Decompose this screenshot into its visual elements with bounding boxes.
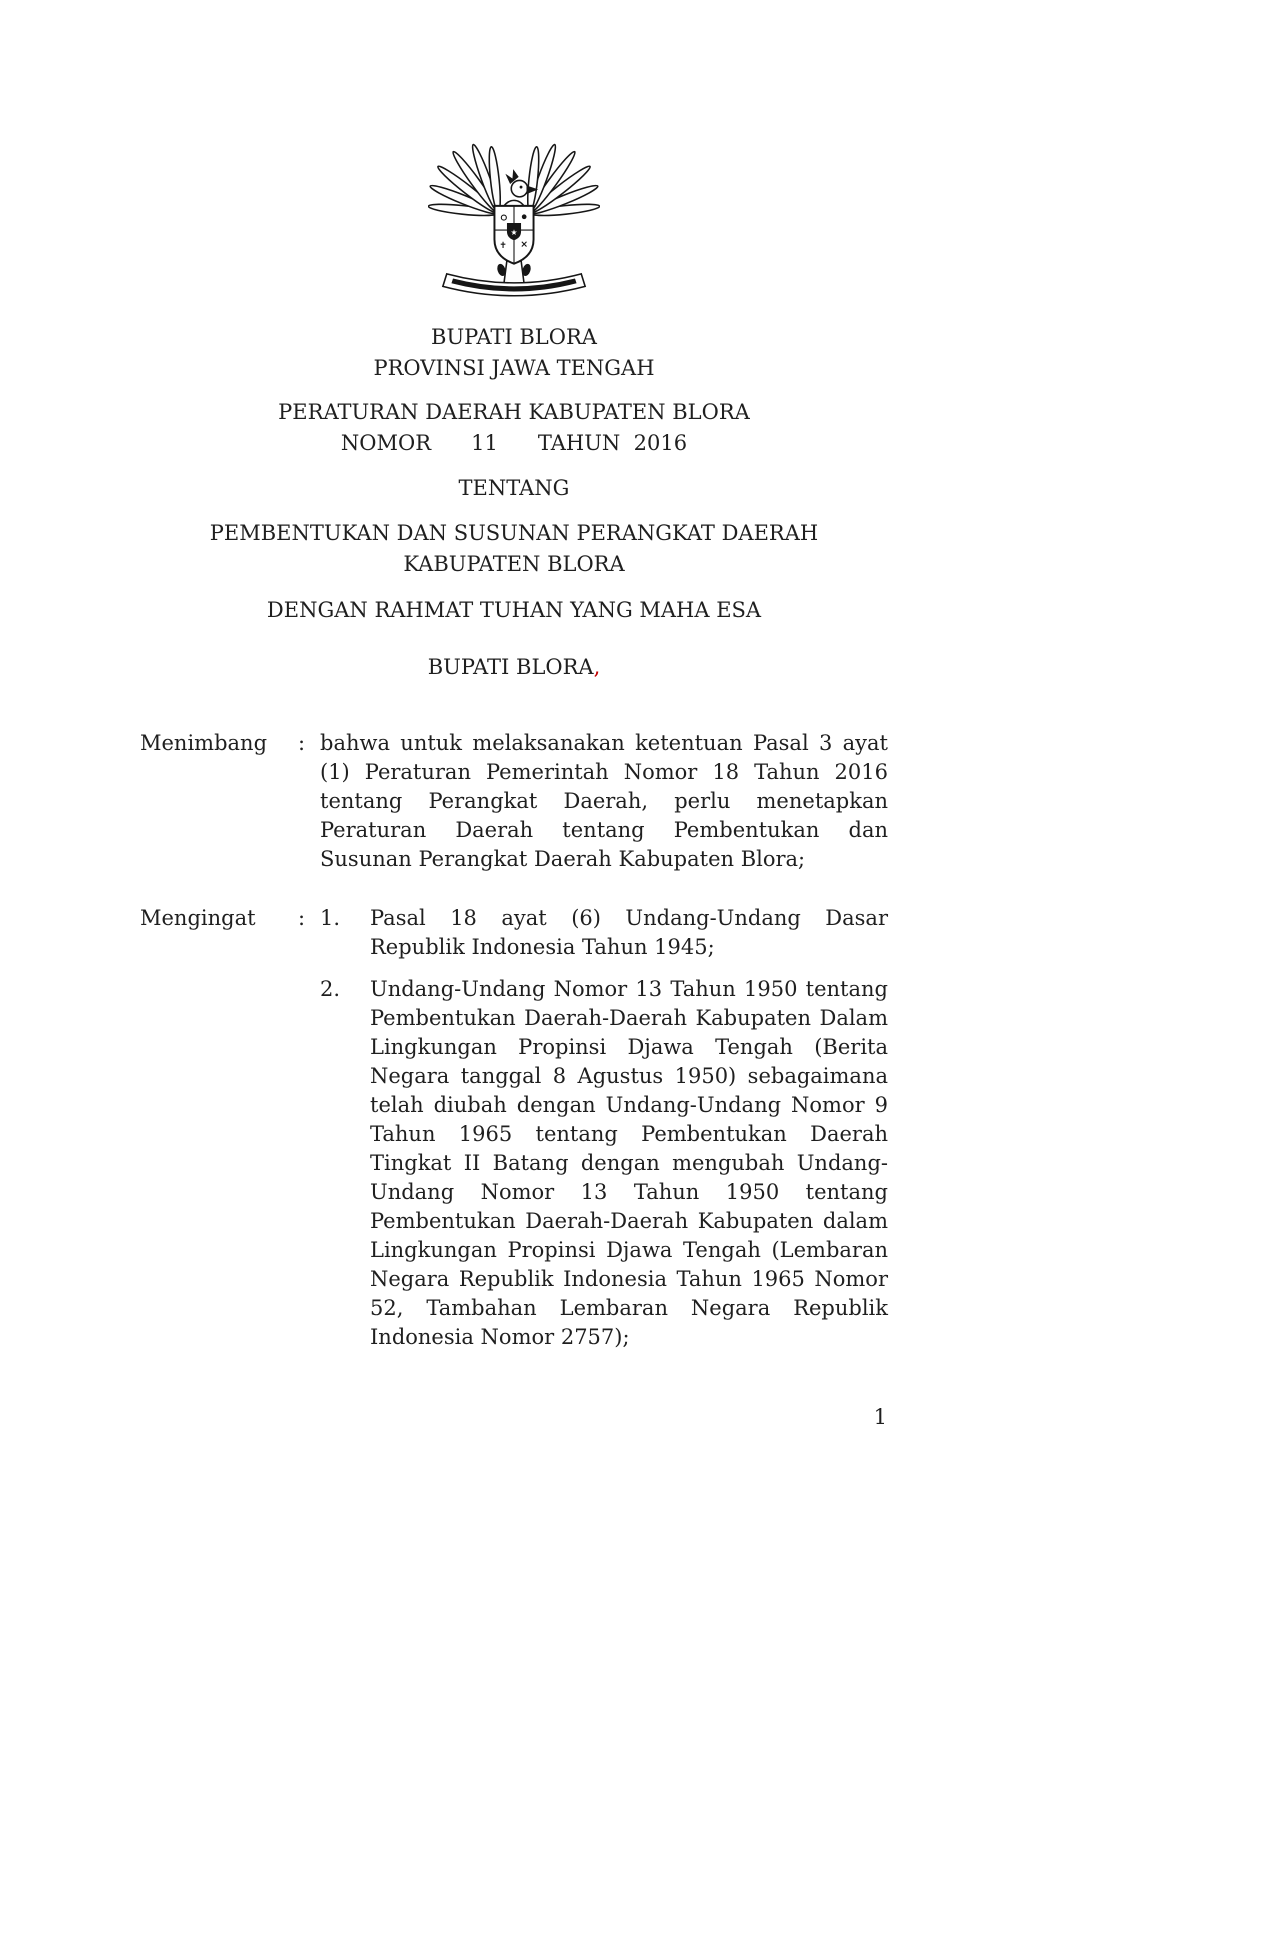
regulation-number: NOMOR 11 TAHUN 2016 bbox=[340, 431, 688, 455]
tentang-label: TENTANG bbox=[458, 476, 570, 500]
garuda-pancasila-icon bbox=[428, 126, 600, 306]
clauses-section bbox=[140, 729, 888, 1352]
invocation-line: DENGAN RAHMAT TUHAN YANG MAHA ESA bbox=[266, 598, 762, 622]
mengingat-row bbox=[140, 904, 888, 1352]
menimbang-row bbox=[140, 729, 888, 874]
subject-line-1: PEMBENTUKAN DAN SUSUNAN PERANGKAT DAERAH bbox=[209, 521, 819, 545]
menimbang-colon: : bbox=[298, 731, 306, 755]
legal-item-text: Pasal 18 ayat (6) Undang-Undang Dasar Republik Indonesia Tahun 1945; bbox=[370, 906, 888, 959]
svg-text:★: ★ bbox=[510, 227, 518, 237]
garuda-pancasila-emblem-icon bbox=[428, 126, 600, 310]
mengingat-list bbox=[320, 904, 888, 1352]
legal-item-text: Undang-Undang Nomor 13 Tahun 1950 tentang Pembentukan Daerah-Daerah Kabupaten Dalam Lingkungan Propinsi Djawa Tengah (Berita Negara tanggal 8 Agustus 1950) sebagaimana telah diubah dengan Undang-Undang Nomor 9 Tahun 1965 tentang Pembentukan Daerah Tingkat II Batang dengan mengubah Undang-Undang Nomor 13 Tahun 1950 tentang Pembentukan Daerah-Daerah Kabupaten dalam Lingkungan Propinsi Djawa Tengah (Lembaran Negara Republik Indonesia Tahun 1965 Nomor 52, Tambahan Lembaran Negara Republik Indonesia Nomor 2757); bbox=[370, 977, 888, 1349]
garuda-right-wing bbox=[526, 143, 600, 218]
legal-item-number: 2. bbox=[320, 977, 341, 1001]
issuer-text: BUPATI BLORA bbox=[427, 655, 594, 679]
garuda-shield bbox=[494, 206, 533, 264]
issuer-line bbox=[140, 652, 888, 683]
mengingat-label: Mengingat bbox=[140, 906, 256, 930]
menimbang-label: Menimbang bbox=[140, 731, 268, 755]
regulation-title: PERATURAN DAERAH KABUPATEN BLORA bbox=[278, 400, 750, 424]
legal-basis-item bbox=[320, 904, 888, 962]
legal-item-number: 1. bbox=[320, 906, 341, 930]
page-number: 1 bbox=[873, 1405, 887, 1429]
authority-line-1: BUPATI BLORA bbox=[431, 325, 597, 349]
menimbang-text: bahwa untuk melaksanakan ketentuan Pasal 3 ayat (1) Peraturan Pemerintah Nomor 18 Tahun 2016 tentang Perangkat Daerah, perlu menetapkan Peraturan Daerah tentang Pembentukan dan Susunan Perangkat Daerah Kabupaten Blora; bbox=[320, 731, 888, 871]
subject-line-2: KABUPATEN BLORA bbox=[403, 552, 625, 576]
mengingat-colon: : bbox=[298, 906, 306, 930]
garuda-left-wing bbox=[428, 143, 502, 218]
issuer-comma: , bbox=[593, 655, 601, 679]
authority-line-2: PROVINSI JAWA TENGAH bbox=[373, 356, 655, 380]
document-content bbox=[140, 0, 888, 1352]
legal-basis-item bbox=[320, 975, 888, 1352]
